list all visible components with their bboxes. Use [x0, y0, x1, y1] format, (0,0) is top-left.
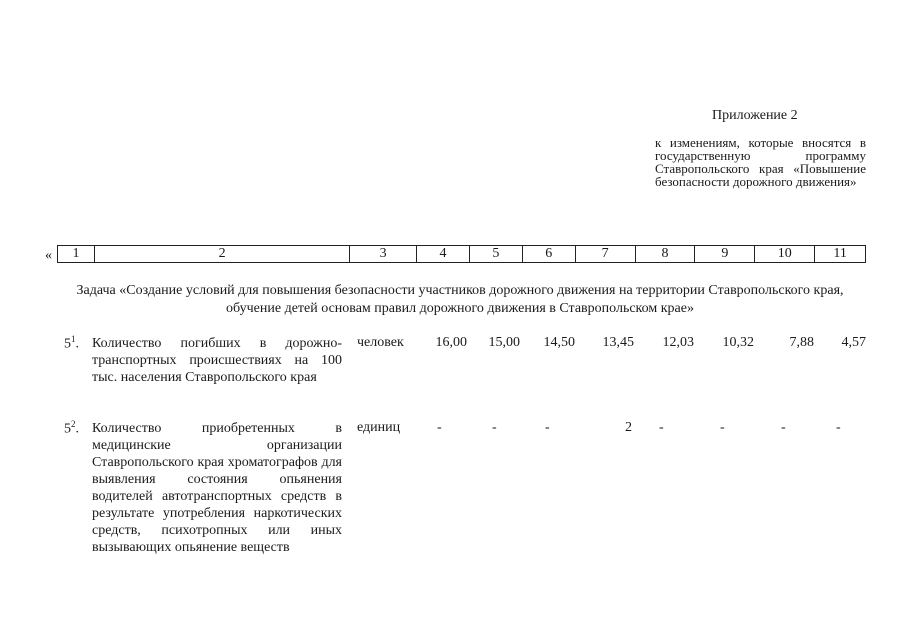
value-cell: 16,00 [435, 335, 467, 350]
column-number: 2 [95, 246, 350, 262]
value-cell: - [492, 420, 497, 435]
column-number: 10 [755, 246, 815, 262]
value-cell: - [836, 420, 841, 435]
column-number: 4 [417, 246, 470, 262]
column-number: 8 [636, 246, 696, 262]
column-number: 5 [470, 246, 523, 262]
column-number: 1 [58, 246, 95, 262]
value-cell: - [781, 420, 786, 435]
value-cell: 12,03 [662, 335, 694, 350]
column-number: 7 [576, 246, 636, 262]
column-number-row [57, 245, 866, 263]
indicator-name: Количество погибших в дорожно-транспортных происшествиях на 100 тыс. населения Ставропольского края [92, 336, 342, 385]
value-cell: - [545, 420, 550, 435]
value-cell: 7,88 [789, 335, 814, 350]
value-cell: 15,00 [488, 335, 520, 350]
row-number: $5^1$. [64, 334, 79, 352]
unit: единиц [357, 420, 401, 435]
column-number: 3 [350, 246, 417, 262]
value-cell: - [720, 420, 725, 435]
value-cell: 14,50 [543, 335, 575, 350]
value-cell: 2 [625, 420, 632, 435]
column-number: 11 [833, 246, 847, 261]
task-title: Задача «Создание условий для повышения безопасности участников дорожного движения на территории Ставропольского края, обучение детей основам правил дорожного движения в Ставропольском крае» [76, 283, 844, 316]
value-cell: 10,32 [722, 335, 754, 350]
column-number: 9 [695, 246, 755, 262]
appendix-title: Приложение 2 [712, 108, 798, 123]
value-cell: - [437, 420, 442, 435]
column-number: 6 [523, 246, 576, 262]
appendix-note: к изменениям, которые вносятся в государственную программу Ставропольского края «Повышение безопасности дорожного движения» [655, 135, 866, 189]
value-cell: 4,57 [841, 335, 866, 350]
unit: человек [357, 335, 404, 350]
indicator-name: Количество приобретенных в медицинские организации Ставропольского края хроматографов для выявления состояния опьянения водителей автотранспортных средств в результате употребления наркотических средств, психотропных или иных вызывающих опьянение веществ [92, 421, 342, 555]
opening-quote: « [45, 248, 52, 263]
row-number: $5^2$. [64, 419, 79, 437]
value-cell: - [659, 420, 664, 435]
value-cell: 13,45 [602, 335, 634, 350]
